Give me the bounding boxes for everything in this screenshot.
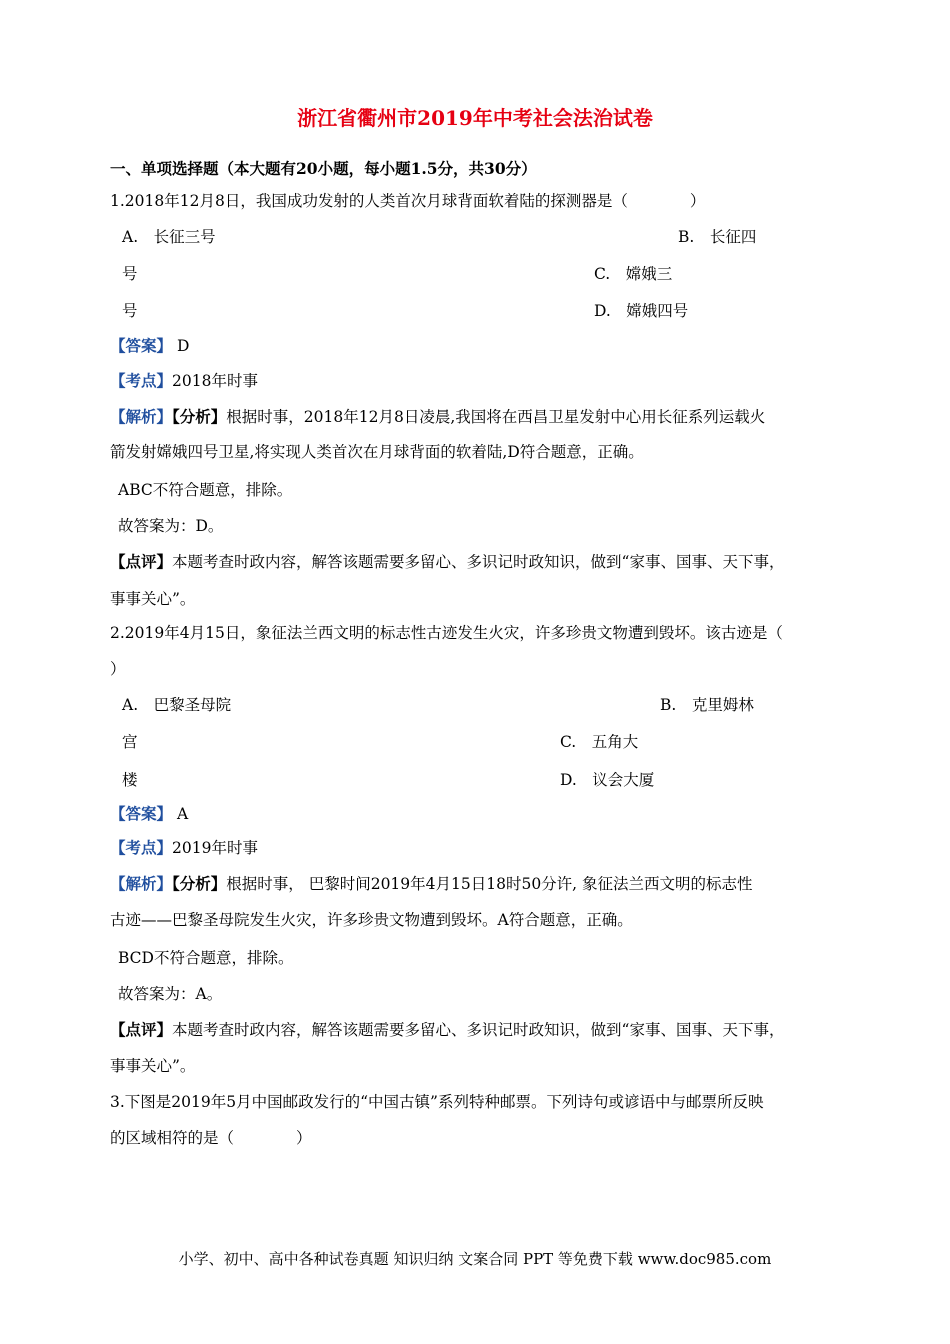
q1-option-b-wrap: 号 bbox=[122, 265, 138, 283]
q1-option-b: B. 长征四 bbox=[678, 228, 757, 246]
q2-answer bbox=[110, 803, 188, 825]
analysis-tag: 【解析】 bbox=[110, 407, 173, 426]
q1-analysis-line-4: 故答案为：D。 bbox=[118, 517, 224, 535]
q2-analysis-line-3: BCD不符合题意，排除。 bbox=[118, 949, 294, 967]
q2-analysis-line-1 bbox=[110, 873, 753, 895]
q2-option-c-wrap: 楼 bbox=[122, 771, 138, 789]
q3-stem-line-2: 的区域相符的是（ ） bbox=[110, 1129, 312, 1147]
comment-tag: 【点评】 bbox=[110, 552, 173, 571]
q1-point bbox=[110, 370, 258, 392]
point-value: 2018年时事 bbox=[172, 372, 258, 390]
answer-value: D bbox=[172, 337, 190, 355]
answer-tag: 【答案】 bbox=[110, 804, 173, 823]
q3-stem-line-1: 3.下图是2019年5月中国邮政发行的“中国古镇”系列特种邮票。下列诗句或谚语中与邮票所反映 bbox=[110, 1093, 764, 1111]
page-title: 浙江省衢州市2019年中考社会法治试卷 bbox=[297, 106, 653, 130]
analysis-text: 根据时事，2018年12月8日凌晨,我国将在西昌卫星发射中心用长征系列运载火 bbox=[226, 408, 766, 426]
q2-option-a: A. 巴黎圣母院 bbox=[122, 696, 232, 714]
point-tag: 【考点】 bbox=[110, 371, 173, 390]
q2-analysis-line-4: 故答案为：A。 bbox=[118, 985, 223, 1003]
q1-analysis-line-3: ABC不符合题意，排除。 bbox=[118, 481, 293, 499]
point-tag: 【考点】 bbox=[110, 838, 173, 857]
q1-analysis-line-2: 箭发射嫦娥四号卫星,将实现人类首次在月球背面的软着陆,D符合题意，正确。 bbox=[110, 443, 644, 461]
q2-analysis-line-2: 古迹——巴黎圣母院发生火灾，许多珍贵文物遭到毁坏。A符合题意，正确。 bbox=[110, 911, 633, 929]
analysis-tag: 【解析】 bbox=[110, 874, 173, 893]
comment-text: 本题考查时政内容，解答该题需要多留心、多识记时政知识，做到“家事、国事、天下事， bbox=[172, 553, 785, 571]
q2-comment-line-1 bbox=[110, 1019, 784, 1041]
q1-option-c-wrap: 号 bbox=[122, 302, 138, 320]
point-value: 2019年时事 bbox=[172, 839, 258, 857]
analysis-text: 根据时事， 巴黎时间2019年4月15日18时50分许, 象征法兰西文明的标志性 bbox=[226, 875, 753, 893]
answer-tag: 【答案】 bbox=[110, 336, 173, 355]
q1-option-a: A. 长征三号 bbox=[122, 228, 216, 246]
q1-analysis-line-1 bbox=[110, 406, 765, 428]
q1-comment-line-2: 事事关心”。 bbox=[110, 590, 196, 608]
q1-answer bbox=[110, 335, 189, 357]
q2-point bbox=[110, 837, 258, 859]
q2-comment-line-2: 事事关心”。 bbox=[110, 1057, 196, 1075]
q1-option-c: C. 嫦娥三 bbox=[594, 265, 673, 283]
answer-value: A bbox=[172, 805, 189, 823]
q2-option-b: B. 克里姆林 bbox=[660, 696, 754, 714]
analysis-sub-tag: 【分析】 bbox=[172, 407, 227, 426]
q2-option-d: D. 议会大厦 bbox=[560, 771, 655, 789]
q2-stem-line-1: 2.2019年4月15日，象征法兰西文明的标志性古迹发生火灾，许多珍贵文物遭到毁坏。该古迹是（ bbox=[110, 624, 783, 642]
q1-stem: 1.2018年12月8日，我国成功发射的人类首次月球背面软着陆的探测器是（ ） bbox=[110, 192, 706, 210]
q1-comment-line-1 bbox=[110, 551, 784, 573]
q2-stem-line-2: ） bbox=[110, 660, 126, 678]
analysis-sub-tag: 【分析】 bbox=[172, 874, 227, 893]
comment-text: 本题考查时政内容，解答该题需要多留心、多识记时政知识，做到“家事、国事、天下事， bbox=[172, 1021, 785, 1039]
q2-option-b-wrap: 宫 bbox=[122, 733, 138, 751]
q2-option-c: C. 五角大 bbox=[560, 733, 639, 751]
section-heading: 一、单项选择题（本大题有20小题，每小题1.5分，共30分） bbox=[110, 159, 537, 178]
comment-tag: 【点评】 bbox=[110, 1020, 173, 1039]
page-footer: 小学、初中、高中各种试卷真题 知识归纳 文案合同 PPT 等免费下载 www.doc985.com bbox=[178, 1250, 772, 1268]
q1-option-d: D. 嫦娥四号 bbox=[594, 302, 689, 320]
